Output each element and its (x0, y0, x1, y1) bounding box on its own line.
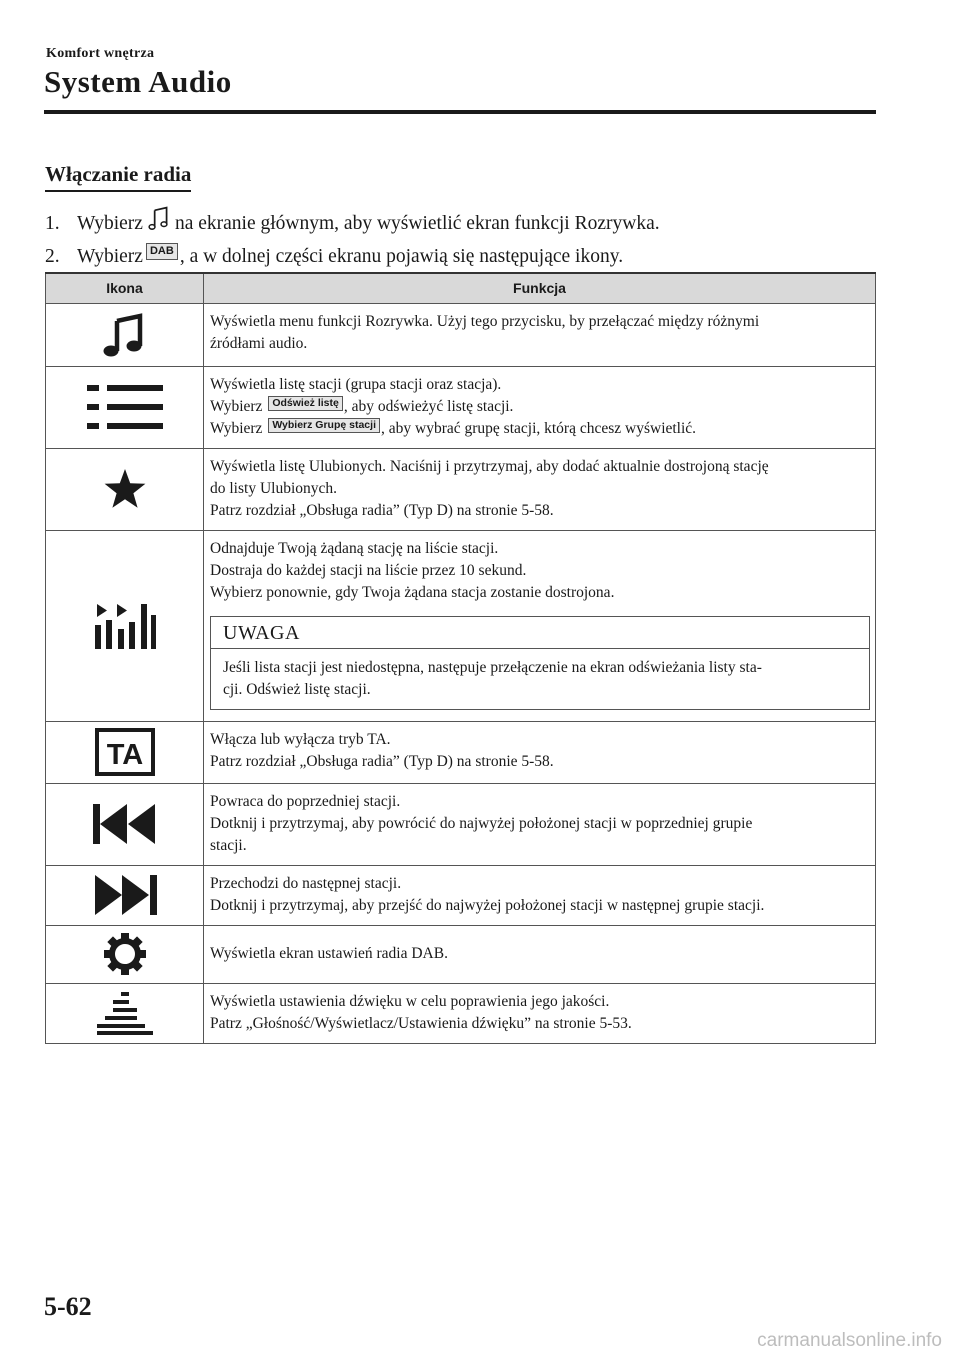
note-box (210, 616, 870, 710)
icon-cell (46, 530, 204, 721)
function-cell (204, 783, 876, 865)
step-number: 1. (45, 213, 60, 234)
dab-button[interactable]: DAB (146, 243, 178, 260)
icon-cell (46, 925, 204, 983)
step-text-after: , a w dolnej części ekranu pojawią się następujące ikony. (179, 246, 624, 267)
ta-icon[interactable] (95, 739, 155, 771)
table-header-row (46, 273, 876, 303)
function-text: do listy Ulubionych. (210, 479, 338, 497)
function-text: Patrz rozdział „Obsługa radia” (Typ D) na stronie 5-58. (210, 752, 554, 770)
function-text-before: Wybierz (210, 419, 263, 437)
table-row (46, 865, 876, 925)
function-text: Przechodzi do następnej stacji. (210, 874, 402, 892)
music-note-icon (146, 206, 172, 242)
function-text: Dostraja do każdej stacji na liście przez 10 sekund. (210, 561, 527, 579)
function-text: Wyświetla ekran ustawień radia DAB. (210, 944, 448, 962)
function-text (210, 396, 870, 418)
function-text: Patrz „Głośność/Wyświetlacz/Ustawienia dźwięku” na stronie 5-53. (210, 1014, 632, 1032)
table-row (46, 983, 876, 1043)
function-cell (204, 448, 876, 530)
steps-list (45, 206, 875, 272)
table-row (46, 721, 876, 783)
list-icon[interactable] (87, 398, 163, 415)
function-text: Wyświetla menu funkcji Rozrywka. Użyj tego przycisku, by przełączać między różnymi (210, 312, 760, 330)
header-icon: Ikona (46, 273, 204, 303)
function-cell (204, 925, 876, 983)
note-title: UWAGA (211, 617, 869, 649)
function-text: Włącza lub wyłącza tryb TA. (210, 730, 391, 748)
icon-cell (46, 448, 204, 530)
function-text-before: Wybierz (210, 397, 263, 415)
function-text: Odnajduje Twoją żądaną stację na liście stacji. (210, 539, 499, 557)
refresh-list-button[interactable]: Odśwież listę (268, 396, 343, 411)
equalizer-icon[interactable] (97, 1004, 153, 1021)
table-row (46, 783, 876, 865)
scan-icon[interactable] (94, 616, 156, 633)
icon-cell (46, 366, 204, 448)
function-cell (204, 865, 876, 925)
icon-cell (46, 865, 204, 925)
function-cell (204, 366, 876, 448)
subsection-title: Włączanie radia (45, 162, 191, 192)
table-row (46, 530, 876, 721)
table-row (46, 448, 876, 530)
function-text: Dotknij i przytrzymaj, aby przejść do najwyżej położonej stacji w następnej grupie stacji. (210, 896, 765, 914)
skip-next-icon[interactable] (93, 886, 157, 903)
function-text: Wybierz ponownie, gdy Twoja żądana stacja zostanie dostrojona. (210, 583, 615, 601)
table-row (46, 925, 876, 983)
function-text-after: , aby wybrać grupę stacji, którą chcesz wyświetlić. (381, 419, 697, 437)
step-text-before: Wybierz (77, 213, 143, 234)
gear-icon[interactable] (103, 945, 147, 962)
note-text: cji. Odśwież listę stacji. (223, 680, 371, 698)
table-row (46, 303, 876, 366)
skip-previous-icon[interactable] (93, 815, 157, 832)
icon-function-table (45, 272, 876, 1044)
header-rule (44, 110, 876, 114)
watermark: carmanualsonline.info (757, 1330, 942, 1351)
step-text-before: Wybierz (77, 246, 143, 267)
function-cell (204, 721, 876, 783)
function-cell (204, 983, 876, 1043)
step-2 (45, 242, 875, 272)
table-row (46, 366, 876, 448)
select-station-group-button[interactable]: Wybierz Grupę stacji (268, 418, 380, 433)
music-note-icon[interactable] (102, 325, 148, 342)
star-icon[interactable] (103, 480, 147, 497)
header-function: Funkcja (204, 273, 876, 303)
function-text-after: , aby odświeżyć listę stacji. (343, 397, 514, 415)
function-cell (204, 530, 876, 721)
function-text: Dotknij i przytrzymaj, aby powrócić do najwyżej położonej stacji w poprzedniej grupie (210, 814, 753, 832)
function-text: źródłami audio. (210, 334, 308, 352)
icon-cell (46, 783, 204, 865)
note-text: Jeśli lista stacji jest niedostępna, następuje przełączenie na ekran odświeżania listy sta- (223, 658, 762, 676)
function-text: stacji. (210, 836, 247, 854)
function-text: Wyświetla listę stacji (grupa stacji oraz stacja). (210, 375, 502, 393)
step-1 (45, 206, 875, 242)
icon-cell (46, 721, 204, 783)
function-text: Powraca do poprzedniej stacji. (210, 792, 401, 810)
function-text: Wyświetla ustawienia dźwięku w celu poprawienia jego jakości. (210, 992, 610, 1010)
section-title: System Audio (44, 64, 232, 99)
function-text: Wyświetla listę Ulubionych. Naciśnij i przytrzymaj, aby dodać aktualnie dostrojoną stację (210, 457, 769, 475)
ta-icon-text: TA (106, 739, 143, 771)
note-body (211, 649, 869, 709)
step-number: 2. (45, 246, 60, 267)
function-text: Patrz rozdział „Obsługa radia” (Typ D) na stronie 5-58. (210, 501, 554, 519)
running-head: Komfort wnętrza (46, 46, 155, 61)
icon-cell (46, 303, 204, 366)
function-text (210, 418, 870, 440)
page-number: 5-62 (44, 1292, 92, 1321)
function-cell (204, 303, 876, 366)
step-text-after: na ekranie głównym, aby wyświetlić ekran funkcji Rozrywka. (174, 213, 660, 234)
icon-cell (46, 983, 204, 1043)
